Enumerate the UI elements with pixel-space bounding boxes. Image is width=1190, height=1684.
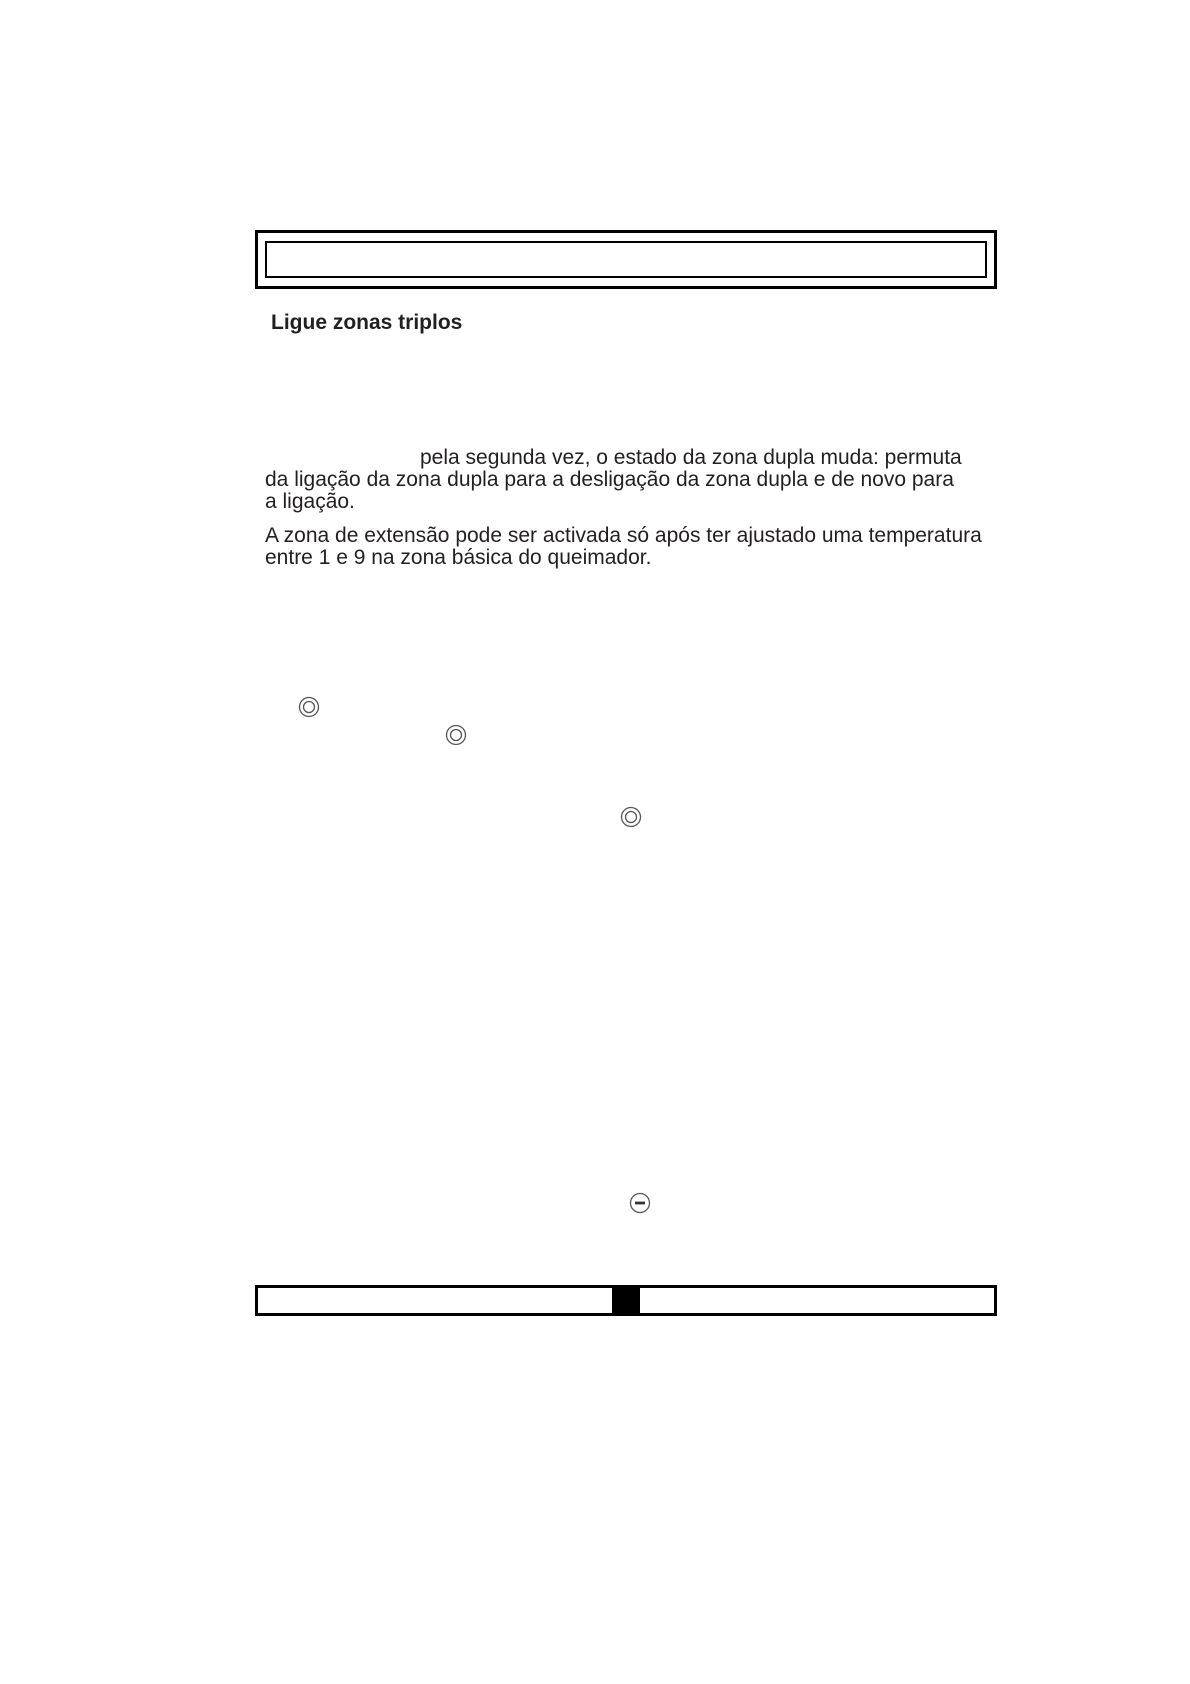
minus-circle-icon (629, 1192, 651, 1214)
section-title: Ligue zonas triplos (271, 311, 463, 334)
paragraph-line: A zona de extensão pode ser activada só após ter ajustado uma temperatura (265, 524, 982, 547)
header-frame (255, 230, 997, 289)
footer-bar (255, 1285, 997, 1316)
header-inner-frame (265, 241, 987, 278)
double-ring-icon (620, 806, 642, 828)
paragraph-line: da ligação da zona dupla para a desligação da zona dupla e de novo para (265, 468, 954, 491)
paragraph-line: pela segunda vez, o estado da zona dupla muda: permuta (420, 446, 962, 469)
double-ring-icon (445, 724, 467, 746)
paragraph-zone-toggle (265, 447, 962, 513)
paragraph-line: a ligação. (265, 490, 355, 513)
page-number-marker (612, 1288, 640, 1313)
paragraph-extension-zone (265, 525, 982, 569)
double-ring-icon (298, 696, 320, 718)
paragraph-line: entre 1 e 9 na zona básica do queimador. (265, 546, 652, 569)
